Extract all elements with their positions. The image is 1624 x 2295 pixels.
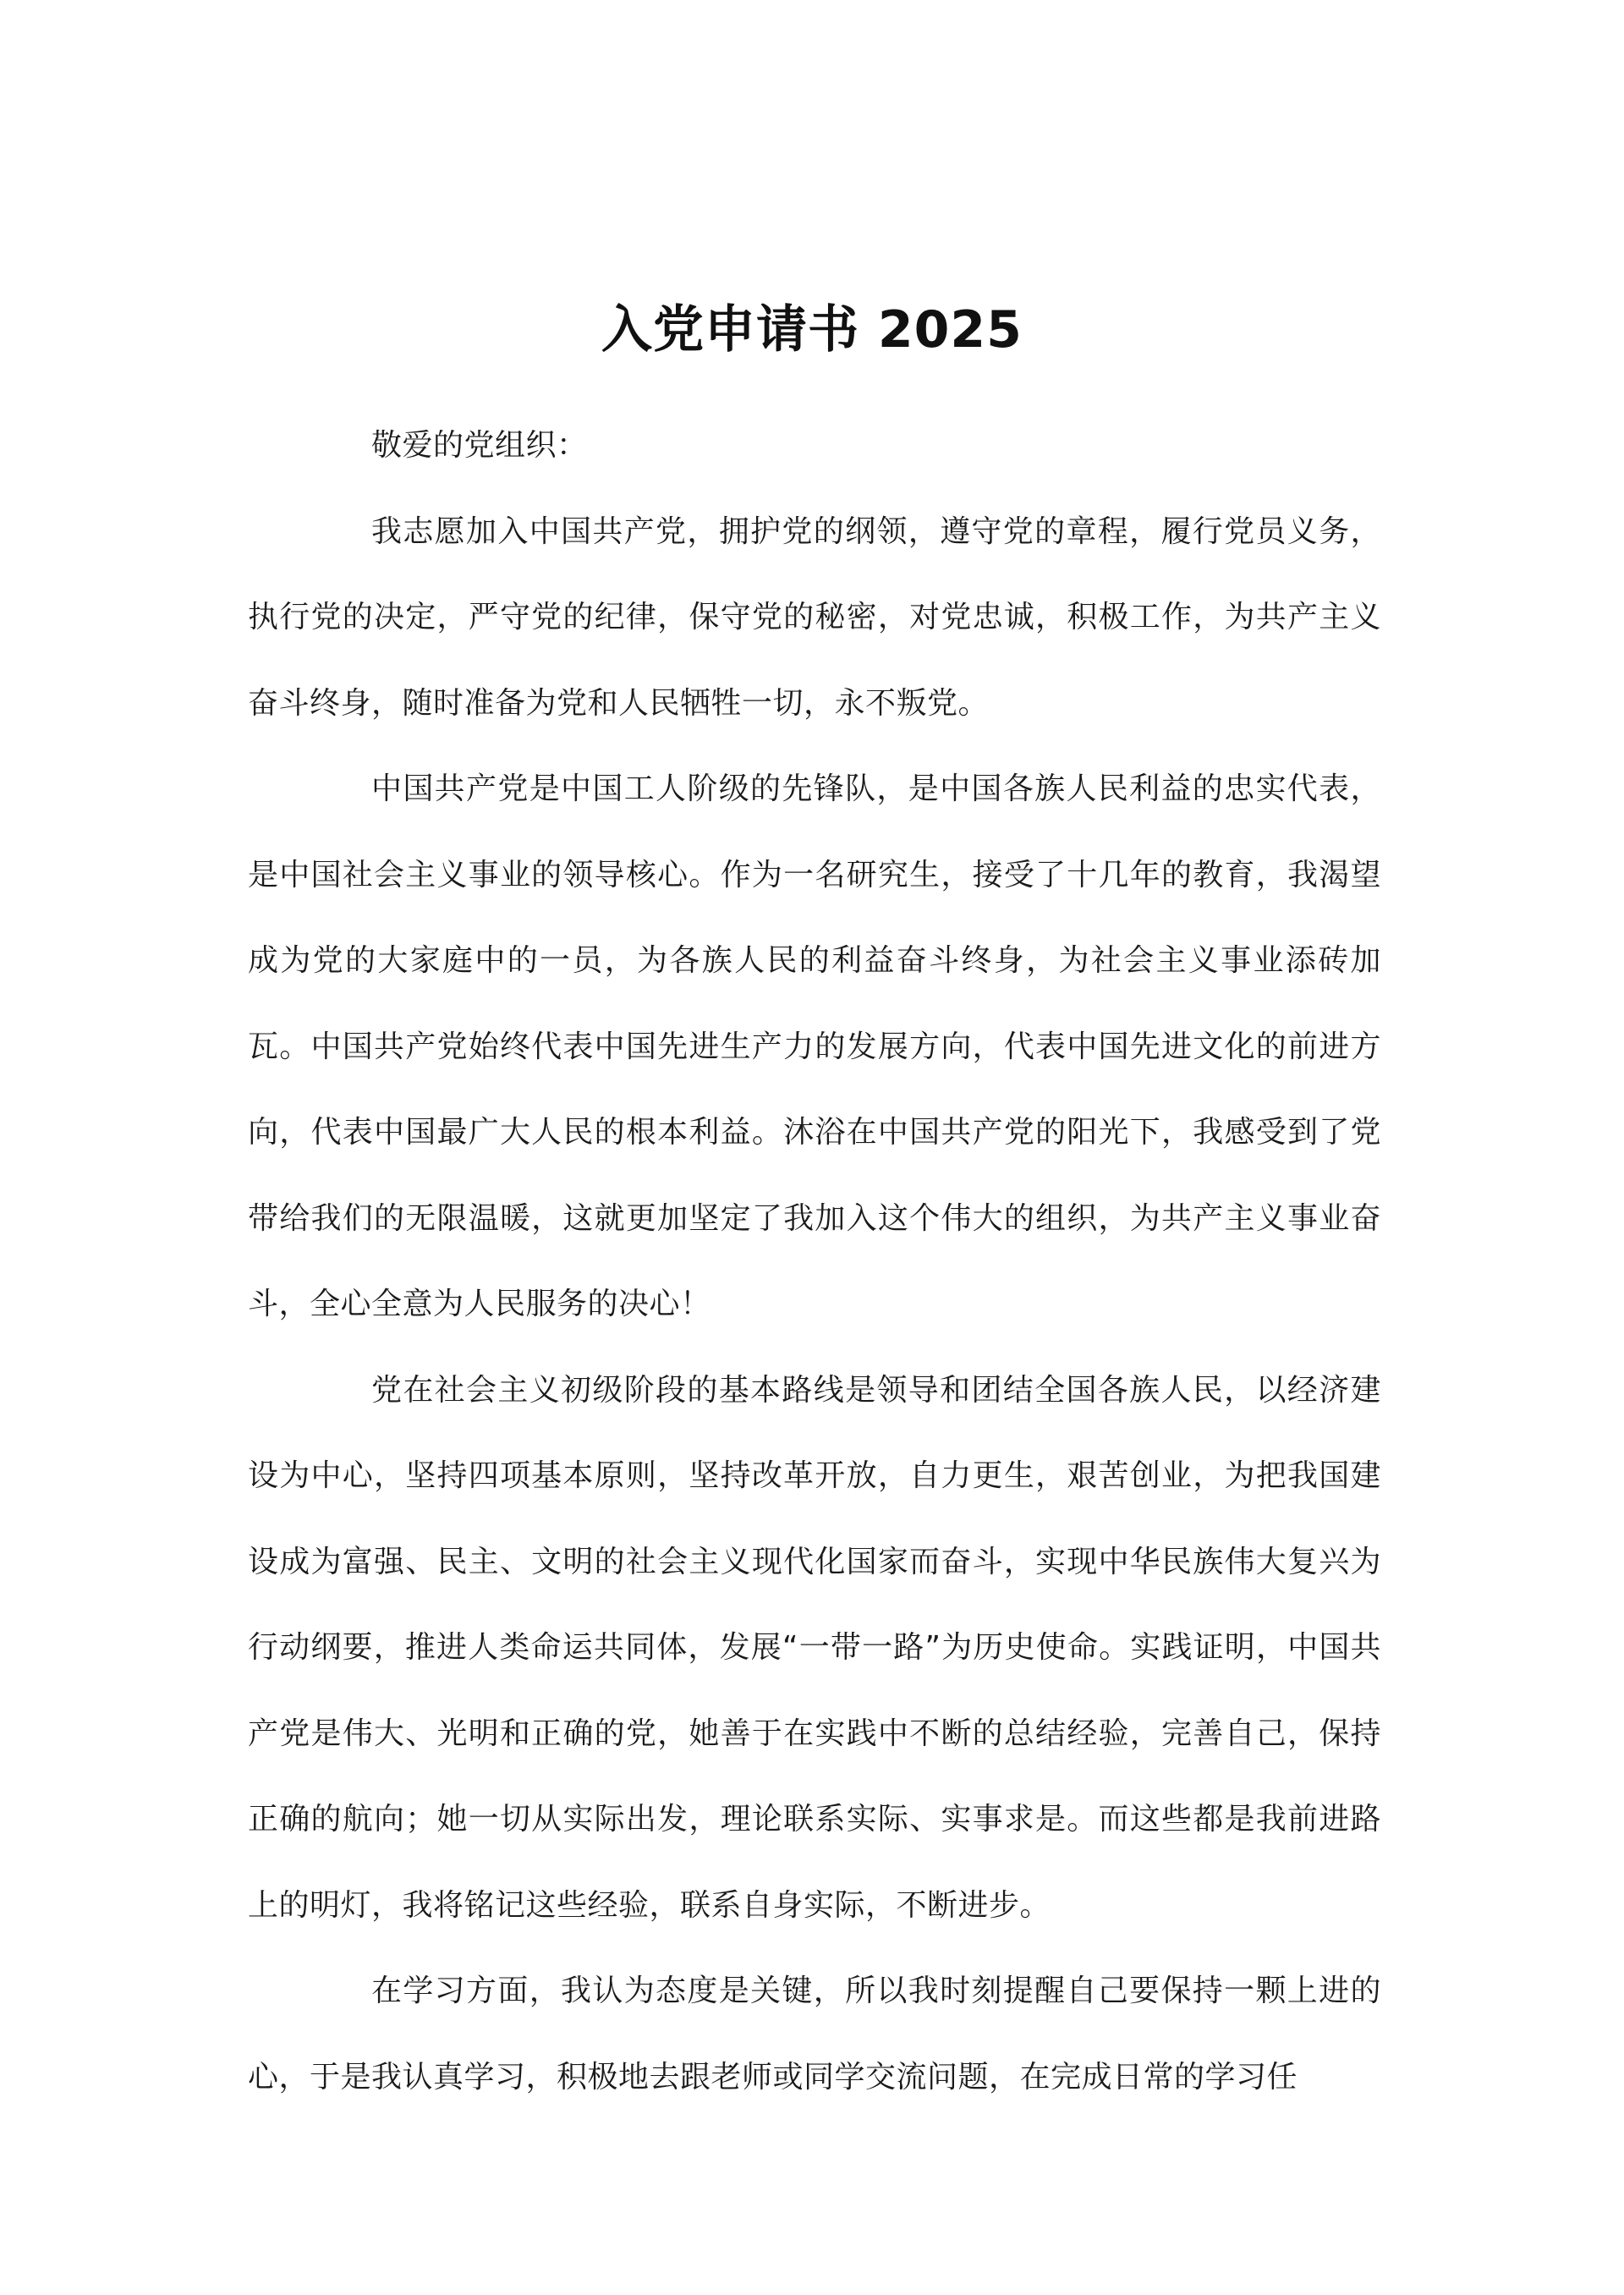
paragraph: 我志愿加入中国共产党，拥护党的纲领，遵守党的章程，履行党员义务，执行党的决定，严守党的纪律，保守党的秘密，对党忠诚，积极工作，为共产主义奋斗终身，随时准备为党和人民牺牲一切，永不叛党。 <box>248 513 1381 721</box>
paragraph: 在学习方面，我认为态度是关键，所以我时刻提醒自己要保持一颗上进的心，于是我认真学习，积极地去跟老师或同学交流问题，在完成日常的学习任 <box>248 1974 1381 2095</box>
document-title: 入党申请书 2025 <box>601 300 1023 360</box>
salutation: 敬爱的党组织： <box>371 428 588 463</box>
document-body <box>248 403 1381 2120</box>
paragraph: 中国共产党是中国工人阶级的先锋队，是中国各族人民利益的忠实代表，是中国社会主义事业的领导核心。作为一名研究生，接受了十几年的教育，我渴望成为党的大家庭中的一员，为各族人民的利益奋斗终身，为社会主义事业添砖加瓦。中国共产党始终代表中国先进生产力的发展方向，代表中国先进文化的前进方向，代表中国最广大人民的根本利益。沐浴在中国共产党的阳光下，我感受到了党带给我们的无限温暖，这就更加坚定了我加入这个伟大的组织，为共产主义事业奋斗，全心全意为人民服务的决心！ <box>248 771 1381 1321</box>
paragraph: 党在社会主义初级阶段的基本路线是领导和团结全国各族人民，以经济建设为中心，坚持四项基本原则，坚持改革开放，自力更生，艰苦创业，为把我国建设成为富强、民主、文明的社会主义现代化国家而奋斗，实现中华民族伟大复兴为行动纲要，推进人类命运共同体，发展“一带一路”为历史使命。实践证明，中国共产党是伟大、光明和正确的党，她善于在实践中不断的总结经验，完善自己，保持正确的航向；她一切从实际出发，理论联系实际、实事求是。而这些都是我前进路上的明灯，我将铭记这些经验，联系自身实际，不断进步。 <box>248 1372 1381 1923</box>
